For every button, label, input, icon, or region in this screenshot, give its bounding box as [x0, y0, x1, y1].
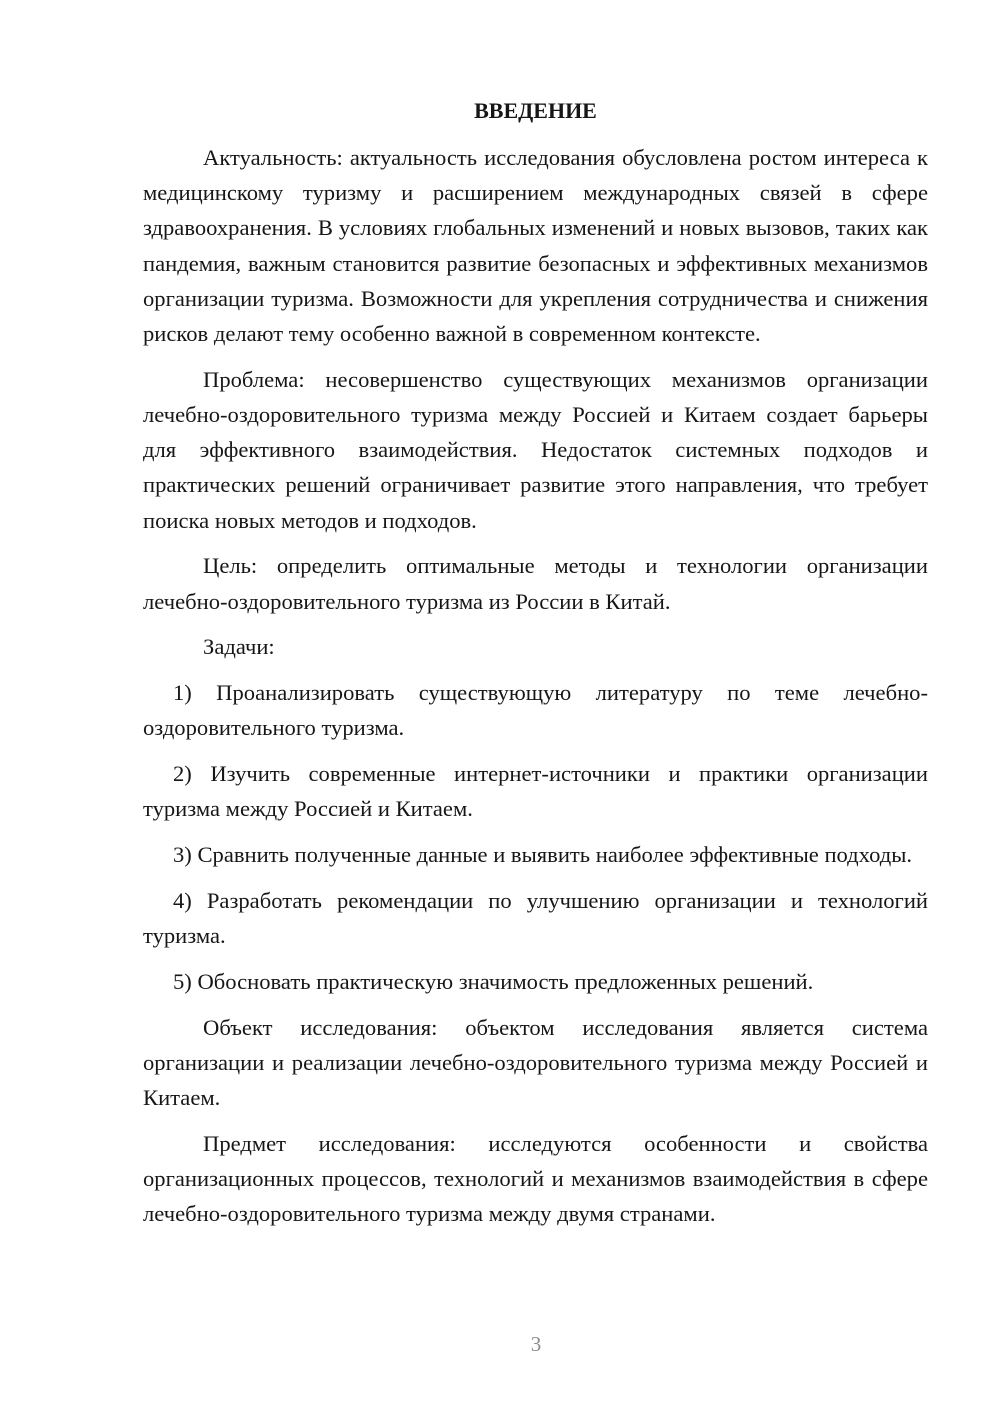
task-item-3: 3) Сравнить полученные данные и выявить наиболее эффективные подходы.	[173, 842, 913, 868]
tasks-heading: Задачи:	[203, 634, 275, 660]
object-paragraph: Объект исследования: объектом исследования является система организации и реализации лечебно-оздоровительного туризма между Россией и Китаем.	[143, 1014, 928, 1111]
task-item-2: 2) Изучить современные интернет-источники и практики организации туризма между Россией и Китаем.	[143, 761, 928, 822]
goal-paragraph: Цель: определить оптимальные методы и технологии организации лечебно-оздоровительного туризма из России в Китай.	[143, 553, 928, 614]
task-item-4: 4) Разработать рекомендации по улучшению организации и технологий туризма.	[143, 888, 928, 949]
page-body	[143, 93, 928, 1242]
section-title: ВВЕДЕНИЕ	[474, 98, 597, 123]
subject-paragraph: Предмет исследования: исследуются особенности и свойства организационных процессов, технологий и механизмов взаимодействия в сфере лечебно-оздоровительного туризма между двумя странами.	[143, 1131, 928, 1227]
relevance-paragraph: Актуальность: актуальность исследования обусловлена ростом интереса к медицинскому туризму и расширением международных связей в сфере здравоохранения. В условиях глобальных изменений и новых вызовов, таких как пандемия, важным становится развитие безопасных и эффективных механизмов организации туризма. Возможности для укрепления сотрудничества и снижения рисков делают тему особенно важной в современном контексте.	[143, 145, 928, 347]
page-number: 3	[530, 1332, 542, 1356]
task-item-1: 1) Проанализировать существующую литературу по теме лечебно-оздоровительного туризма.	[143, 680, 928, 741]
task-item-5: 5) Обосновать практическую значимость предложенных решений.	[173, 969, 814, 995]
problem-paragraph: Проблема: несовершенство существующих механизмов организации лечебно-оздоровительного туризма между Россией и Китаем создает барьеры для эффективного взаимодействия. Недостаток системных подходов и практических решений ограничивает развитие этого направления, что требует поиска новых методов и подходов.	[143, 366, 928, 533]
